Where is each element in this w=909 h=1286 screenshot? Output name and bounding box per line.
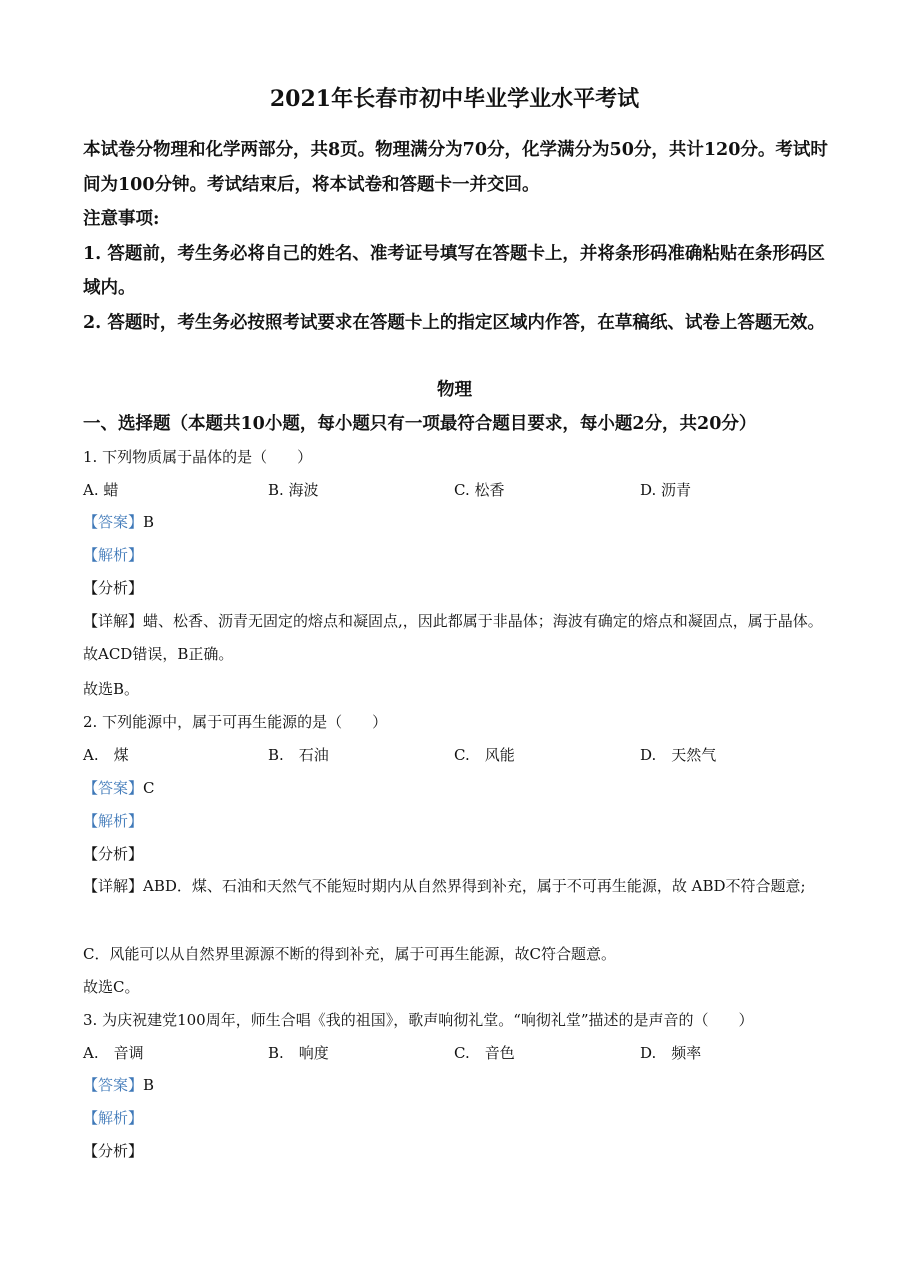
question-2-detail-c: C．风能可以从自然界里源源不断的得到补充，属于可再生能源，故C符合题意。 <box>83 945 616 963</box>
question-2-answer <box>83 776 833 800</box>
notice-item-1: 1. 答题前，考生务必将自己的姓名、准考证号填写在答题卡上，并将条形码准确粘贴在条形码区域内。 <box>83 243 825 298</box>
question-1-option-d: D. 沥青 <box>640 481 692 499</box>
question-2-option-c: C. 风能 <box>454 746 515 764</box>
question-1-conclusion: 故选B。 <box>83 680 140 698</box>
answer-value: C <box>143 779 155 797</box>
answer-value: B <box>143 1076 155 1094</box>
answer-tag: 【答案】 <box>83 513 144 531</box>
question-3-option-c: C. 音色 <box>454 1044 515 1062</box>
exam-overview: 本试卷分物理和化学两部分，共8页。物理满分为70分，化学满分为50分，共计120分。考试时间为100分钟。考试结束后，将本试卷和答题卡一并交回。 <box>83 140 828 195</box>
question-2-detail: 【详解】ABD．煤、石油和天然气不能短时期内从自然界得到补充，属于不可再生能源，故 ABD不符合题意; <box>83 877 806 895</box>
answer-value: B <box>143 513 155 531</box>
question-3-option-b: B. 响度 <box>268 1044 329 1062</box>
answer-tag: 【答案】 <box>83 1076 144 1094</box>
question-3-fenxi-tag: 【分析】 <box>83 1142 144 1160</box>
question-3-answer <box>83 1073 833 1097</box>
section-title-physics: 物理 <box>437 380 472 400</box>
notice-heading: 注意事项: <box>83 209 160 229</box>
question-2-fenxi-tag: 【分析】 <box>83 845 144 863</box>
question-3-stem: 3. 为庆祝建党100周年，师生合唱《我的祖国》，歌声响彻礼堂。“响彻礼堂”描述的是声音的（ ） <box>83 1011 754 1029</box>
question-1-stem: 1. 下列物质属于晶体的是（ ） <box>83 448 313 466</box>
notice-item-2: 2. 答题时，考生务必按照考试要求在答题卡上的指定区域内作答，在草稿纸、试卷上答题无效。 <box>83 312 825 333</box>
question-3-jiexi-tag: 【解析】 <box>83 1109 144 1127</box>
question-3-option-a: A. 音调 <box>83 1044 144 1062</box>
question-2-jiexi-tag: 【解析】 <box>83 812 144 830</box>
question-3-option-d: D. 频率 <box>640 1044 702 1062</box>
exam-instructions <box>83 133 833 340</box>
question-2-option-b: B. 石油 <box>268 746 329 764</box>
question-2-option-d: D. 天然气 <box>640 746 717 764</box>
question-1-jiexi-tag: 【解析】 <box>83 546 144 564</box>
question-1-option-b: B. 海波 <box>268 481 319 499</box>
question-2-option-a: A. 煤 <box>83 746 129 764</box>
part-title-multiple-choice: 一、选择题（本题共10小题，每小题只有一项最符合题目要求，每小题2分，共20分） <box>83 414 757 434</box>
question-1-detail: 【详解】蜡、松香、沥青无固定的熔点和凝固点,，因此都属于非晶体；海波有确定的熔点和凝固点，属于晶体。故ACD错误，B正确。 <box>83 612 823 663</box>
question-1-option-a: A. 蜡 <box>83 481 119 499</box>
answer-tag: 【答案】 <box>83 779 144 797</box>
question-2-conclusion: 故选C。 <box>83 978 140 996</box>
question-1-fenxi-tag: 【分析】 <box>83 579 144 597</box>
question-1-answer <box>83 510 833 534</box>
question-2-stem: 2. 下列能源中，属于可再生能源的是（ ） <box>83 713 388 731</box>
question-1-option-c: C. 松香 <box>454 481 505 499</box>
exam-title: 2021年长春市初中毕业学业水平考试 <box>269 86 640 112</box>
